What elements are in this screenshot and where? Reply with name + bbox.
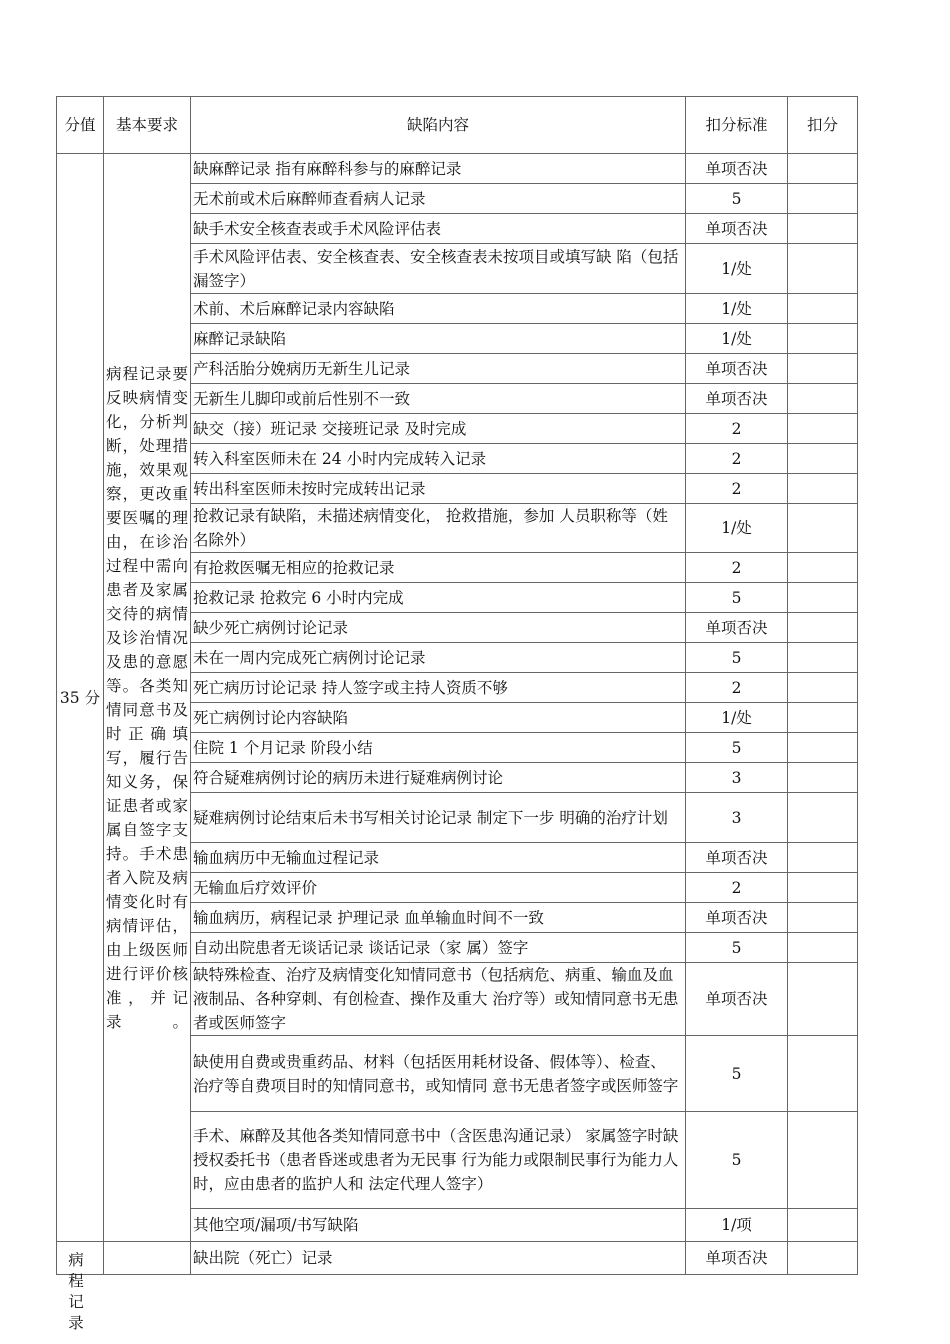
deduction-standard-cell: 5 — [686, 1036, 788, 1112]
deduction-cell[interactable] — [788, 643, 858, 673]
defect-cell: 未在一周内完成死亡病例讨论记录 — [191, 643, 686, 673]
deduction-standard-cell: 5 — [686, 933, 788, 963]
deduction-cell[interactable] — [788, 1036, 858, 1112]
scoring-table — [56, 96, 858, 1275]
deduction-standard-cell: 单项否决 — [686, 214, 788, 244]
deduction-cell[interactable] — [788, 733, 858, 763]
defect-cell: 抢救记录 抢救完 6 小时内完成 — [191, 583, 686, 613]
deduction-cell[interactable] — [788, 1209, 858, 1242]
deduction-standard-cell: 2 — [686, 444, 788, 474]
deduction-cell[interactable] — [788, 673, 858, 703]
deduction-cell[interactable] — [788, 613, 858, 643]
defect-cell: 输血病历，病程记录 护理记录 血单输血时间不一致 — [191, 903, 686, 933]
deduction-cell[interactable] — [788, 763, 858, 793]
defect-cell: 缺出院（死亡）记录 — [191, 1242, 686, 1275]
deduction-standard-cell: 5 — [686, 643, 788, 673]
deduction-standard-cell: 单项否决 — [686, 843, 788, 873]
bottom-section-label: 病程记录 — [68, 1251, 84, 1332]
defect-cell: 符合疑难病例讨论的病历未进行疑难病例讨论 — [191, 763, 686, 793]
defect-cell: 有抢救医嘱无相应的抢救记录 — [191, 553, 686, 583]
defect-cell: 缺使用自费或贵重药品、材料（包括医用耗材设备、假体等）、检查、治疗等自费项目时的知情同意书，或知情同 意书无患者签字或医师签字 — [191, 1036, 686, 1112]
deduction-cell[interactable] — [788, 184, 858, 214]
deduction-cell[interactable] — [788, 583, 858, 613]
header-deduction-standard: 扣分标准 — [686, 97, 788, 154]
defect-cell: 缺特殊检查、治疗及病情变化知情同意书（包括病危、病重、输血及血液制品、各种穿刺、有创检查、操作及重大 治疗等）或知情同意书无患者或医师签字 — [191, 963, 686, 1036]
table-row — [57, 1242, 858, 1275]
section-requirement: 病程记录要反映病情变化，分析判断，处理措施，效果观察，更改重要医嘱的理由，在诊治过程中需向患者及家属交待的病情及诊治情况及患的意愿等。各类知情同意书及时正确填写，履行告知义务，保证患者或家属自签字支持。手术患者入院及病情变化时有病情评估，由上级医师进行评价核准，并记录。 — [104, 154, 191, 1242]
deduction-cell[interactable] — [788, 933, 858, 963]
deduction-standard-cell: 单项否决 — [686, 384, 788, 414]
defect-cell: 死亡病历讨论记录 持人签字或主持人资质不够 — [191, 673, 686, 703]
deduction-cell[interactable] — [788, 504, 858, 553]
deduction-standard-cell: 单项否决 — [686, 963, 788, 1036]
defect-cell: 缺少死亡病例讨论记录 — [191, 613, 686, 643]
defect-cell: 无术前或术后麻醉师查看病人记录 — [191, 184, 686, 214]
deduction-standard-cell: 2 — [686, 414, 788, 444]
deduction-cell[interactable] — [788, 444, 858, 474]
deduction-cell[interactable] — [788, 214, 858, 244]
deduction-cell[interactable] — [788, 963, 858, 1036]
defect-cell: 产科活胎分娩病历无新生儿记录 — [191, 354, 686, 384]
deduction-standard-cell: 单项否决 — [686, 613, 788, 643]
deduction-cell[interactable] — [788, 553, 858, 583]
deduction-cell[interactable] — [788, 703, 858, 733]
deduction-cell[interactable] — [788, 414, 858, 444]
deduction-standard-cell: 3 — [686, 793, 788, 843]
header-row — [57, 97, 858, 154]
deduction-cell[interactable] — [788, 354, 858, 384]
deduction-standard-cell: 1/处 — [686, 504, 788, 553]
deduction-standard-cell: 1/处 — [686, 294, 788, 324]
deduction-standard-cell: 5 — [686, 1112, 788, 1209]
defect-cell: 其他空项/漏项/书写缺陷 — [191, 1209, 686, 1242]
deduction-standard-cell: 2 — [686, 673, 788, 703]
deduction-standard-cell: 1/处 — [686, 324, 788, 354]
deduction-standard-cell: 2 — [686, 474, 788, 504]
defect-cell: 转入科室医师未在 24 小时内完成转入记录 — [191, 444, 686, 474]
deduction-standard-cell: 2 — [686, 553, 788, 583]
deduction-standard-cell: 3 — [686, 763, 788, 793]
deduction-standard-cell: 单项否决 — [686, 1242, 788, 1275]
defect-cell: 缺麻醉记录 指有麻醉科参与的麻醉记录 — [191, 154, 686, 184]
deduction-cell[interactable] — [788, 1242, 858, 1275]
section-score: 35 分 — [57, 154, 104, 1242]
deduction-cell[interactable] — [788, 903, 858, 933]
header-defect-content: 缺陷内容 — [191, 97, 686, 154]
deduction-cell[interactable] — [788, 1112, 858, 1209]
deduction-cell[interactable] — [788, 384, 858, 414]
header-deduction: 扣分 — [788, 97, 858, 154]
empty-requirement-cell — [104, 1242, 191, 1275]
deduction-cell[interactable] — [788, 474, 858, 504]
deduction-standard-cell: 5 — [686, 583, 788, 613]
table-row — [57, 154, 858, 184]
deduction-standard-cell: 5 — [686, 184, 788, 214]
defect-cell: 缺手术安全核查表或手术风险评估表 — [191, 214, 686, 244]
defect-cell: 输血病历中无输血过程记录 — [191, 843, 686, 873]
deduction-cell[interactable] — [788, 843, 858, 873]
deduction-cell[interactable] — [788, 154, 858, 184]
defect-cell: 死亡病例讨论内容缺陷 — [191, 703, 686, 733]
deduction-standard-cell: 单项否决 — [686, 354, 788, 384]
deduction-cell[interactable] — [788, 324, 858, 354]
header-score: 分值 — [57, 97, 104, 154]
deduction-standard-cell: 2 — [686, 873, 788, 903]
defect-cell: 麻醉记录缺陷 — [191, 324, 686, 354]
defect-cell: 缺交（接）班记录 交接班记录 及时完成 — [191, 414, 686, 444]
defect-cell: 住院 1 个月记录 阶段小结 — [191, 733, 686, 763]
defect-cell: 抢救记录有缺陷，未描述病情变化， 抢救措施，参加 人员职称等（姓名除外） — [191, 504, 686, 553]
defect-cell: 手术风险评估表、安全核查表、安全核查表未按项目或填写缺 陷（包括漏签字） — [191, 244, 686, 294]
header-basic-requirement: 基本要求 — [104, 97, 191, 154]
defect-cell: 转出科室医师未按时完成转出记录 — [191, 474, 686, 504]
deduction-standard-cell: 单项否决 — [686, 154, 788, 184]
defect-cell: 术前、术后麻醉记录内容缺陷 — [191, 294, 686, 324]
deduction-standard-cell: 5 — [686, 733, 788, 763]
deduction-standard-cell: 1/项 — [686, 1209, 788, 1242]
deduction-cell[interactable] — [788, 793, 858, 843]
defect-cell: 无输血后疗效评价 — [191, 873, 686, 903]
deduction-cell[interactable] — [788, 294, 858, 324]
deduction-standard-cell: 1/处 — [686, 244, 788, 294]
deduction-cell[interactable] — [788, 873, 858, 903]
defect-cell: 疑难病例讨论结束后未书写相关讨论记录 制定下一步 明确的治疗计划 — [191, 793, 686, 843]
deduction-cell[interactable] — [788, 244, 858, 294]
deduction-standard-cell: 1/处 — [686, 703, 788, 733]
defect-cell: 手术、麻醉及其他各类知情同意书中（含医患沟通记录） 家属签字时缺授权委托书（患者昏迷或患者为无民事 行为能力或限制民事行为能力人时，应由患者的监护人和 法定代理人签字） — [191, 1112, 686, 1209]
deduction-standard-cell: 单项否决 — [686, 903, 788, 933]
defect-cell: 无新生儿脚印或前后性别不一致 — [191, 384, 686, 414]
defect-cell: 自动出院患者无谈话记录 谈话记录（家 属）签字 — [191, 933, 686, 963]
